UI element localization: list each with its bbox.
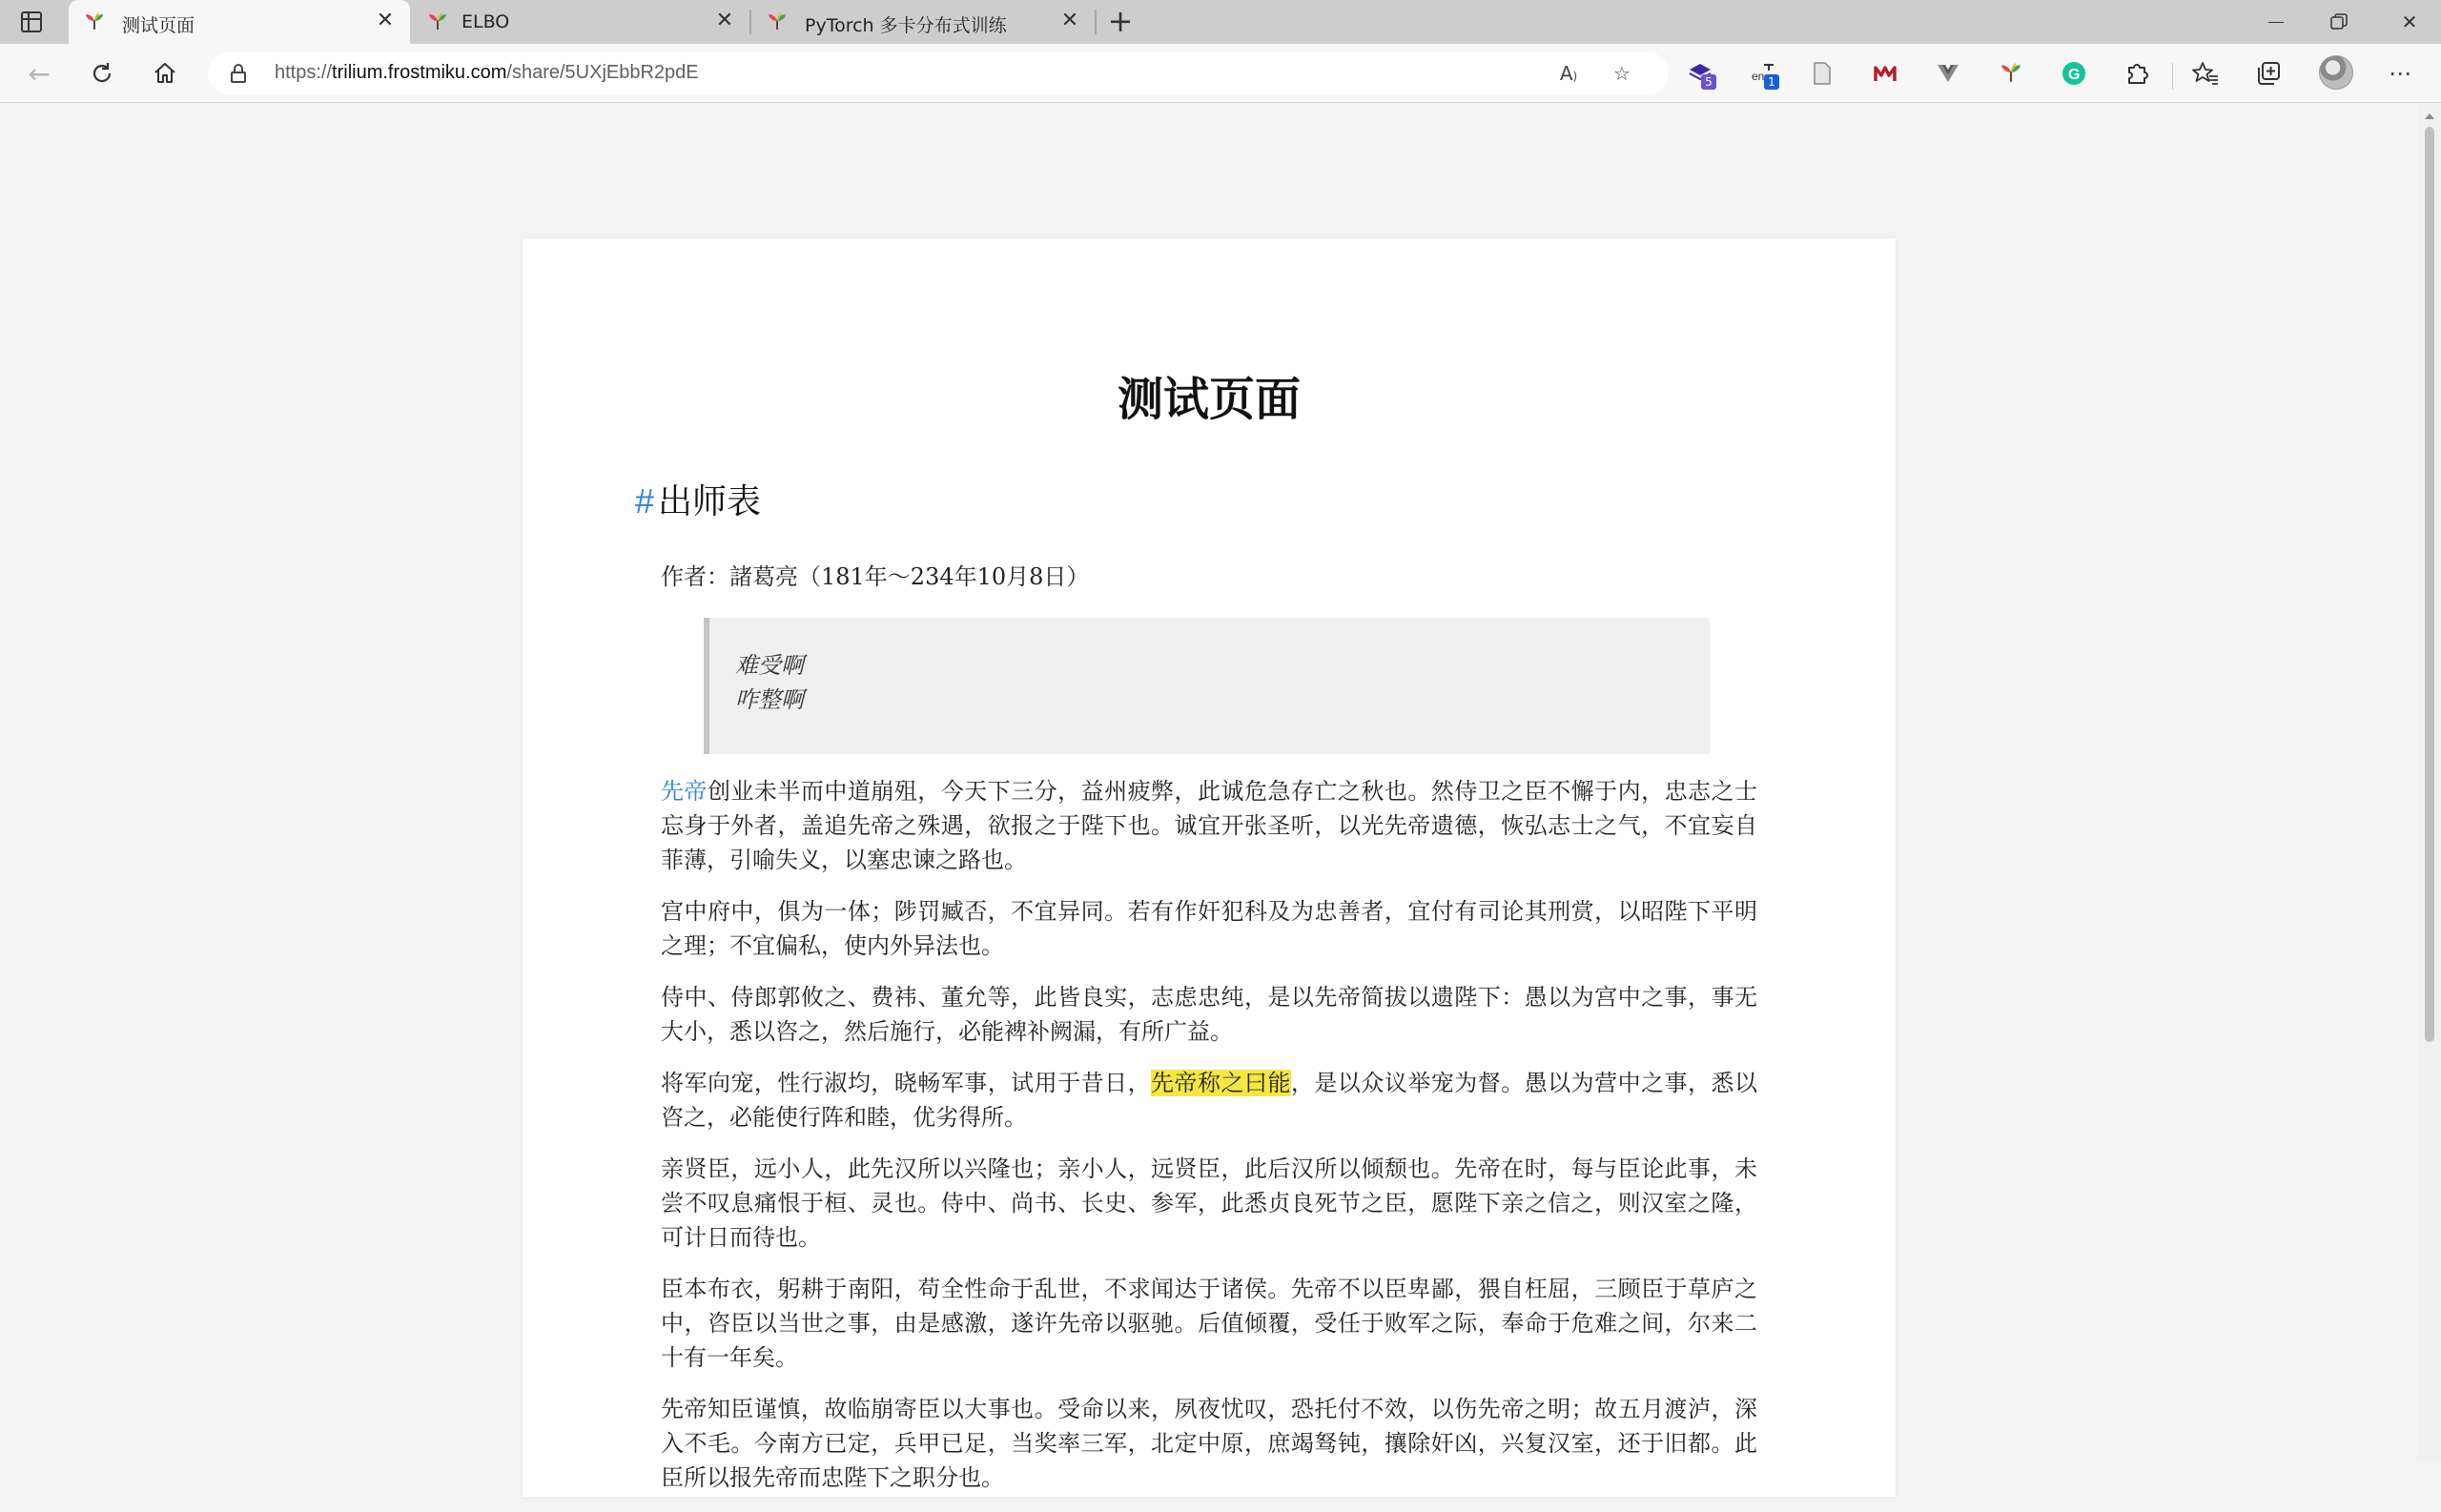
page-title: 测试页面 bbox=[1117, 373, 1301, 426]
paragraph-text: 将军向宠，性行淑均，晓畅军事，试用于昔日， bbox=[661, 1070, 1152, 1096]
section-heading bbox=[635, 475, 761, 523]
author-line: 作者：諸葛亮（181年～234年10月8日） bbox=[661, 563, 1090, 590]
close-tab-icon[interactable]: ✕ bbox=[1060, 9, 1079, 32]
close-window-button[interactable]: ✕ bbox=[2401, 10, 2418, 33]
paragraph: 宫中府中，俱为一体；陟罚臧否，不宜异同。若有作奸犯科及为忠善者，宜付有司论其刑赏，以昭陛下平明之理；不宜偏私，使内外异法也。 bbox=[661, 898, 1757, 959]
collections-glyph bbox=[2256, 61, 2281, 86]
quote-line: 难受啊 bbox=[735, 652, 804, 679]
tab-separator bbox=[1095, 10, 1097, 34]
paragraph: 亲贤臣，远小人，此先汉所以兴隆也；亲小人，远贤臣，此后汉所以倾颓也。先帝在时，每与臣论此事，未尝不叹息痛恨于桓、灵也。侍中、尚书、长史、参军，此悉贞良死节之臣，愿陛下亲之信之，则汉室之隆，可计日而待也。 bbox=[661, 1155, 1757, 1251]
grammarly-glyph bbox=[2062, 61, 2086, 86]
m-glyph bbox=[1874, 64, 1897, 83]
paragraph: 先帝知臣谨慎，故临崩寄臣以大事也。受命以来，夙夜忧叹，恐托付不效，以伤先帝之明；故五月渡泸，深入不毛。今南方已定，兵甲已足，当奖率三军，北定中原，庶竭驽钝，攘除奸凶，兴复汉室，还于旧都。此臣所以报先帝而忠陛下之职分也。 bbox=[661, 1396, 1757, 1491]
reader-extension-icon[interactable] bbox=[1806, 57, 1838, 90]
extension-badge: 5 bbox=[1701, 74, 1716, 90]
scroll-up-arrow-icon[interactable] bbox=[2425, 113, 2434, 119]
page-viewport bbox=[0, 104, 2418, 1491]
home-icon bbox=[153, 61, 177, 86]
translate-extension-icon[interactable] bbox=[1747, 57, 1779, 90]
stack-extension-icon[interactable] bbox=[1684, 57, 1716, 90]
back-button[interactable]: ← bbox=[28, 57, 51, 90]
puzzle-glyph bbox=[2124, 61, 2149, 86]
close-tab-icon[interactable]: ✕ bbox=[715, 9, 734, 32]
paragraph bbox=[661, 1066, 1757, 1134]
bookmark-extension-icon[interactable] bbox=[1869, 57, 1901, 90]
close-tab-icon[interactable]: ✕ bbox=[376, 9, 395, 32]
paragraph-text: 创业未半而中道崩殂，今天下三分，益州疲弊，此诚危急存亡之秋也。然侍卫之臣不懈于内，忠志之士忘身于外者，盖追先帝之殊遇，欲报之于陛下也。诚宜开张圣听，以光先帝遗德，恢弘志士之气，不宜妄自菲薄，引喻失义，以塞忠谏之路也。 bbox=[661, 778, 1758, 873]
heading-anchor-link[interactable]: # bbox=[635, 481, 655, 521]
inline-link[interactable]: 先帝 bbox=[661, 778, 708, 805]
scrollbar-thumb[interactable] bbox=[2425, 127, 2434, 1042]
more-options-icon[interactable]: ⋯ bbox=[2389, 60, 2411, 87]
tab-elbo[interactable] bbox=[412, 0, 749, 44]
collections-icon[interactable] bbox=[2252, 57, 2285, 90]
favorites-glyph bbox=[2192, 61, 2219, 86]
trilium-favicon-icon bbox=[84, 12, 105, 31]
note-content-card bbox=[523, 238, 1896, 1497]
quote-line: 咋整啊 bbox=[735, 686, 804, 713]
minimize-window-button[interactable] bbox=[2245, 0, 2308, 44]
restore-window-button[interactable] bbox=[2308, 0, 2370, 44]
document-glyph bbox=[1813, 62, 1832, 85]
tab-pytorch[interactable] bbox=[751, 0, 1095, 44]
paragraph-text: ，是以众议举宠为督。愚以为营中之事，悉以咨之，必能使行阵和睦，优劣得所。 bbox=[661, 1070, 1758, 1131]
trilium-extension-icon[interactable] bbox=[1995, 57, 2027, 90]
sidebar-toggle-icon[interactable] bbox=[21, 11, 42, 32]
article-body bbox=[661, 774, 1757, 1512]
section-heading-text: 出师表 bbox=[658, 482, 762, 521]
tab-title: 测试页面 bbox=[122, 15, 195, 36]
trilium-glyph bbox=[2000, 63, 2022, 84]
new-tab-button[interactable]: + bbox=[1107, 3, 1134, 39]
extension-badge: 1 bbox=[1764, 74, 1779, 90]
tab-title: ELBO bbox=[462, 11, 510, 32]
favorites-icon[interactable] bbox=[2189, 57, 2222, 90]
read-aloud-icon[interactable]: A) bbox=[1559, 62, 1578, 85]
highlighted-text: 先帝称之曰能 bbox=[1151, 1070, 1291, 1096]
paragraph: 侍中、侍郎郭攸之、费祎、董允等，此皆良实，志虑忠纯，是以先帝简拔以遗陛下：愚以为宫中之事，事无大小，悉以咨之，然后施行，必能裨补阙漏，有所广益。 bbox=[661, 984, 1757, 1045]
profile-avatar[interactable] bbox=[2319, 55, 2353, 90]
browser-toolbar bbox=[0, 44, 2441, 103]
paragraph bbox=[661, 774, 1757, 877]
extensions-icon[interactable] bbox=[2121, 57, 2153, 90]
restore-icon bbox=[2330, 13, 2348, 31]
svg-text:en: en bbox=[1752, 70, 1765, 83]
tab-strip bbox=[0, 0, 2441, 44]
trilium-favicon-icon bbox=[767, 12, 788, 31]
address-bar[interactable] bbox=[208, 52, 1669, 94]
vertical-scrollbar[interactable] bbox=[2418, 104, 2441, 1459]
vue-extension-icon[interactable] bbox=[1932, 57, 1964, 90]
add-favorite-icon[interactable]: ☆ bbox=[1613, 62, 1631, 85]
toolbar-divider bbox=[2172, 63, 2173, 90]
home-button[interactable] bbox=[147, 55, 183, 92]
paragraph: 臣本布衣，躬耕于南阳，苟全性命于乱世，不求闻达于诸侯。先帝不以臣卑鄙，猥自枉屈，三顾臣于草庐之中，咨臣以当世之事，由是感激，遂许先帝以驱驰。后值倾覆，受任于败军之际，奉命于危难之间，尔来二十有一年矣。 bbox=[661, 1276, 1757, 1371]
tab-title: PyTorch 多卡分布式训练 bbox=[805, 15, 1007, 36]
svg-text:G: G bbox=[2068, 67, 2081, 83]
trilium-favicon-icon bbox=[427, 12, 448, 31]
vue-glyph bbox=[1937, 64, 1959, 83]
grammarly-extension-icon[interactable] bbox=[2058, 57, 2090, 90]
tab-test-page[interactable] bbox=[69, 0, 410, 44]
refresh-button[interactable] bbox=[84, 55, 120, 92]
url-text[interactable]: https://trilium.frostmiku.com/share/5UXjEbbR2pdE bbox=[275, 62, 699, 83]
refresh-icon bbox=[90, 61, 114, 86]
lock-icon[interactable] bbox=[231, 64, 246, 83]
blockquote bbox=[704, 618, 1710, 754]
